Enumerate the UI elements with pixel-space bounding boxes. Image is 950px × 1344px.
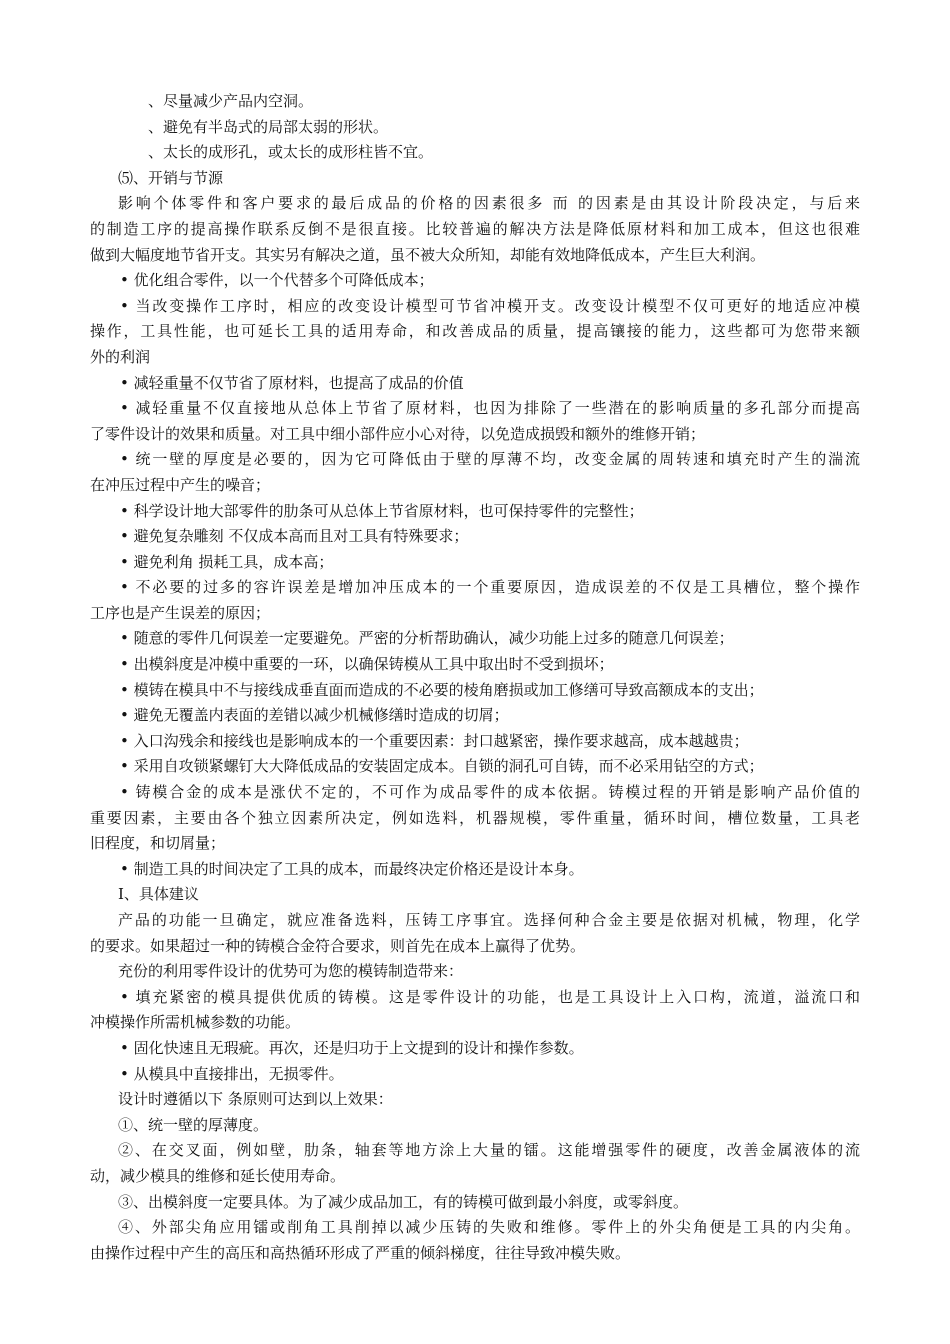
text-line: 产品的功能一旦确定，就应准备选料，压铸工序事宜。选择何种合金主要是依据对机械，物理，化学: [118, 911, 860, 929]
text-line: Ⅰ、具体建议: [118, 885, 199, 904]
document-page: [90, 89, 860, 1266]
text-line: 充份的利用零件设计的优势可为您的模铸制造带来：: [118, 962, 464, 981]
text-line: • 避免无覆盖内表面的差错以减少机械修缮时造成的切屑；: [120, 706, 509, 725]
text-line: 、避免有半岛式的局部太弱的形状。: [148, 117, 389, 136]
text-line: 影响个体零件和客户要求的最后成品的价格的因素很多 而 的因素是由其设计阶段决定，与后来: [118, 194, 860, 213]
text-line: 工序也是产生误差的原因；: [90, 603, 271, 622]
text-line: • 入口沟残余和接线也是影响成本的一个重要因素：封口越紧密，操作要求越高，成本越越贵；: [120, 731, 749, 750]
text-line: • 制造工具的时间决定了工具的成本，而最终决定价格还是设计本身。: [120, 859, 584, 878]
text-line: ③、出模斜度一定要具体。为了减少成品加工，有的铸模可做到最小斜度，或零斜度。: [118, 1192, 689, 1211]
text-line: ②、在交叉面，例如壁，肋条，轴套等地方涂上大量的镭。这能增强零件的硬度，改善金属液体的流: [118, 1141, 860, 1160]
text-line: • 出模斜度是冲模中重要的一环，以确保铸模从工具中取出时不受到损坏；: [120, 655, 614, 674]
text-line: • 统一壁的厚度是必要的，因为它可降低由于壁的厚薄不均，改变金属的周转速和填充时产生的湍流: [120, 450, 860, 469]
text-line: • 不必要的过多的容许误差是增加冲压成本的一个重要原因，造成误差的不仅是工具槽位，整个操作: [120, 578, 860, 597]
text-line: • 铸模合金的成本是涨伏不定的，不可作为成品零件的成本依据。铸模过程的开销是影响产品价值的: [120, 783, 860, 802]
text-line: • 当改变操作工序时，相应的改变设计模型可节省冲模开支。改变设计模型不仅可更好的地适应冲模: [120, 296, 860, 315]
text-line: ①、统一壁的厚薄度。: [118, 1115, 269, 1134]
text-line: 在冲压过程中产生的噪音；: [90, 475, 271, 494]
text-line: • 固化快速且无瑕疵。再次，还是归功于上文提到的设计和操作参数。: [120, 1038, 584, 1057]
text-line: • 避免复杂雕刻 不仅成本高而且对工具有特殊要求；: [120, 527, 469, 546]
text-line: 了零件设计的效果和质量。对工具中细小部件应小心对待，以免造成损毁和额外的维修开销；: [90, 424, 706, 443]
text-line: • 减轻重量不仅直接地从总体上节省了原材料，也因为排除了一些潜在的影响质量的多孔部分而提高: [120, 399, 860, 418]
text-line: 由操作过程中产生的高压和高热循环形成了严重的倾斜梯度，往往导致冲模失败。: [90, 1243, 631, 1262]
text-line: ⑸、开销与节源: [118, 168, 224, 187]
text-line: • 随意的零件几何误差一定要避免。严密的分析帮助确认，减少功能上过多的随意几何误差；: [120, 629, 734, 648]
text-line: 冲模操作所需机械参数的功能。: [90, 1013, 301, 1032]
text-line: 的要求。如果超过一种的铸模合金符合要求，则首先在成本上赢得了优势。: [90, 936, 586, 955]
text-line: 操作，工具性能，也可延长工具的适用寿命，和改善成品的质量，提高镶接的能力，这些都可为您带来额: [90, 322, 860, 341]
text-line: • 减轻重量不仅节省了原材料，也提高了成品的价值: [120, 373, 464, 392]
text-line: 做到大幅度地节省开支。其实另有解决之道，虽不被大众所知，却能有效地降低成本，产生巨大利润。: [90, 245, 766, 264]
text-line: • 从模具中直接排出，无损零件。: [120, 1064, 344, 1083]
text-line: • 避免利角 损耗工具，成本高；: [120, 552, 334, 571]
text-line: 外的利润: [90, 347, 151, 366]
text-line: 重要因素，主要由各个独立因素所决定，例如选料，机器规模，零件重量，循环时间，槽位数量，工具老: [90, 808, 860, 827]
text-line: • 采用自攻锁紧螺钉大大降低成品的安装固定成本。自锁的洞孔可自铸，而不必采用钻空的方式；: [120, 757, 764, 776]
text-line: 动，减少模具的维修和延长使用寿命。: [90, 1166, 346, 1185]
text-line: • 优化组合零件，以一个代替多个可降低成本；: [120, 271, 434, 290]
text-line: • 模铸在模具中不与接线成垂直面而造成的不必要的棱角磨损或加工修缮可导致高额成本的支出；: [120, 680, 764, 699]
text-line: • 填充紧密的模具提供优质的铸模。这是零件设计的功能，也是工具设计上入口构，流道，溢流口和: [120, 987, 860, 1006]
text-line: 的制造工序的提高操作联系反倒不是很直接。比较普遍的解决方法是降低原材料和加工成本，但这也很难: [90, 219, 860, 238]
text-line: ④、外部尖角应用镭或削角工具削掉以减少压铸的失败和维修。零件上的外尖角便是工具的内尖角。: [118, 1218, 860, 1237]
text-line: 、尽量减少产品内空洞。: [148, 92, 314, 110]
text-line: 设计时遵循以下 条原则可达到以上效果：: [118, 1090, 393, 1109]
text-line: 旧程度，和切屑量；: [90, 834, 226, 853]
text-line: • 科学设计地大部零件的肋条可从总体上节省原材料，也可保持零件的完整性；: [120, 501, 644, 520]
text-line: 、太长的成形孔，或太长的成形柱皆不宜。: [148, 143, 434, 162]
